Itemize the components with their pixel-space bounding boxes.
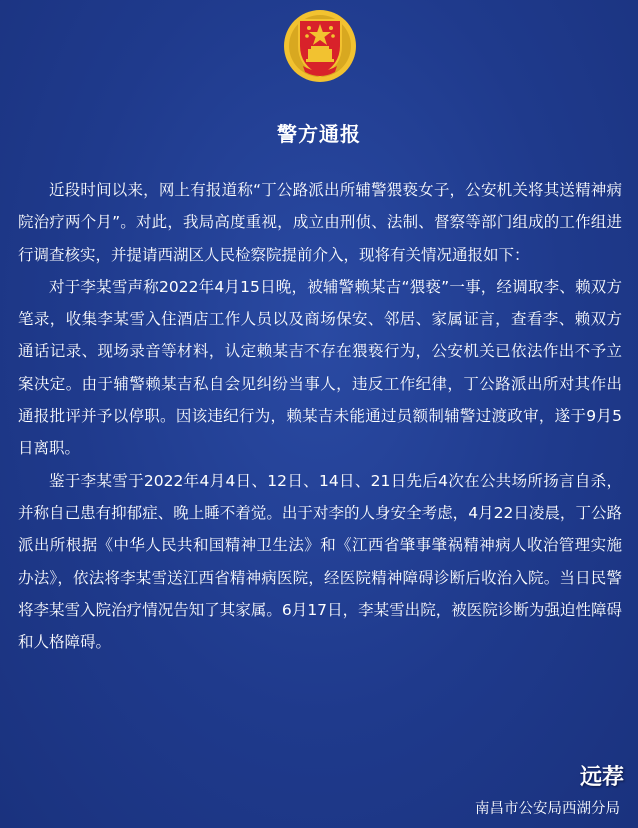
notice-body	[18, 174, 622, 658]
police-emblem-icon	[281, 6, 359, 84]
watermark-logo: 远荐	[579, 765, 624, 790]
issuer-signature: 南昌市公安局西湖分局	[475, 801, 620, 817]
paragraph-hospitalization: 鉴于李某雪于2022年4月4日、12日、14日、21日先后4次在公共场所扬言自杀，并称自己患有抑郁症、晚上睡不着觉。出于对李的人身安全考虑，4月22日凌晨，丁公路派出所根据《中华人民共和国精神卫生法》和《江西省肇事肇祸精神病人收治管理实施办法》，依法将李某雪送江西省精神病医院，经医院精神障碍诊断后收治入院。当日民警将李某雪入院治疗情况告知了其家属。6月17日，李某雪出院，被医院诊断为强迫性障碍和人格障碍。	[18, 471, 622, 652]
paragraph-intro: 近段时间以来，网上有报道称“丁公路派出所辅警猥亵女子，公安机关将其送精神病院治疗两个月”。对此，我局高度重视，成立由刑侦、法制、督察等部门组成的工作组进行调查核实，并提请西湖区人民检察院提前介入，现将有关情况通报如下：	[18, 181, 622, 264]
paragraph-investigation: 对于李某雪声称2022年4月15日晚，被辅警赖某吉“猥亵”一事，经调取李、赖双方笔录，收集李某雪入住酒店工作人员以及商场保安、邻居、家属证言，查看李、赖双方通话记录、现场录音等材料，认定赖某吉不存在猥亵行为，公安机关已依法作出不予立案决定。由于辅警赖某吉私自会见纠纷当事人，违反工作纪律，丁公路派出所对其作出通报批评并予以停职。因该违纪行为，赖某吉未能通过员额制辅警过渡政审，遂于9月5日离职。	[18, 277, 622, 458]
notice-title: 警方通报	[277, 122, 361, 146]
